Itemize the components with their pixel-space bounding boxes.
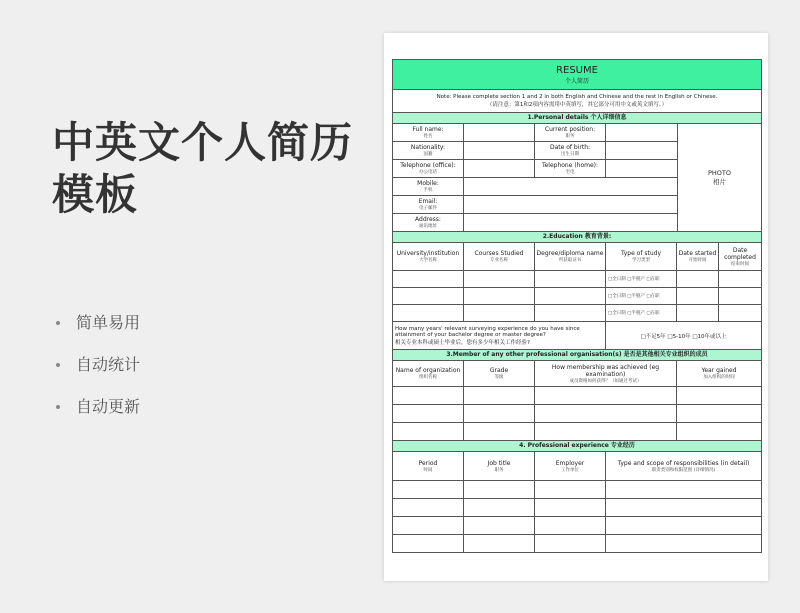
study-type-text: □全日制 □半脱产 □在职 xyxy=(608,294,660,299)
full-name-field[interactable] xyxy=(464,124,535,141)
table-cell[interactable] xyxy=(606,481,761,498)
label-address: Address: xyxy=(415,216,441,223)
photo-box[interactable] xyxy=(678,124,761,231)
table-row xyxy=(393,304,761,321)
table-cell[interactable] xyxy=(393,405,464,422)
study-type-options[interactable] xyxy=(606,288,677,304)
label-mobile: Mobile: xyxy=(417,180,439,187)
title-line-1: 中英文个人简历 xyxy=(52,118,354,167)
years-options[interactable] xyxy=(606,322,761,349)
label-dob: Date of birth: xyxy=(549,144,591,151)
tel-home-field[interactable] xyxy=(606,160,677,177)
table-cell[interactable] xyxy=(464,305,535,321)
label-tel-home-cn: 宅电 xyxy=(565,170,575,175)
exp-header: Type and scope of responsibilities (in detail) xyxy=(617,459,750,467)
table-cell[interactable] xyxy=(464,535,535,552)
table-cell[interactable] xyxy=(535,423,677,440)
edu-header-cn: 开始时间 xyxy=(688,258,707,263)
exp-header-cn: 工作单位 xyxy=(561,467,579,473)
section-experience-heading: 4. Professional experience 专业经历 xyxy=(393,440,761,451)
study-type-text: □全日制 □半脱产 □在职 xyxy=(608,311,660,316)
table-cell[interactable] xyxy=(719,288,761,304)
table-cell[interactable] xyxy=(719,271,761,287)
note-en: Note: Please complete section 1 and 2 in both English and Chinese and the rest in English or Chinese. xyxy=(436,94,718,100)
position-field[interactable] xyxy=(606,124,677,141)
feature-list xyxy=(54,308,140,434)
exp-header: Job title xyxy=(487,459,511,467)
section-education-heading: 2.Education 教育背景: xyxy=(393,231,761,242)
org-header-cn: 等级 xyxy=(494,375,504,380)
feature-item: 简单易用 xyxy=(54,308,140,350)
table-cell[interactable] xyxy=(535,535,606,552)
table-cell[interactable] xyxy=(535,481,606,498)
table-cell[interactable] xyxy=(535,517,606,534)
org-header: Grade xyxy=(489,367,509,374)
table-cell[interactable] xyxy=(677,423,761,440)
table-cell[interactable] xyxy=(677,387,761,404)
exp-header: Employer xyxy=(555,459,585,467)
experience-header-row xyxy=(393,451,761,480)
org-header: How membership was achieved (eg examination) xyxy=(551,363,660,378)
table-cell[interactable] xyxy=(464,405,535,422)
exp-header-cn: 时间 xyxy=(423,467,433,473)
edu-header: Date completed xyxy=(724,246,756,261)
edu-header: Courses Studied xyxy=(474,250,524,257)
label-email-cn: 电子邮件 xyxy=(419,206,437,211)
org-header: Year gained xyxy=(701,367,737,374)
edu-header: Date started xyxy=(678,250,717,257)
exp-header-cn: 职责类别和权限范围 (详细情况) xyxy=(651,467,716,473)
table-cell[interactable] xyxy=(393,517,464,534)
edu-header-cn: 学习类型 xyxy=(632,258,650,263)
dob-field[interactable] xyxy=(606,142,677,159)
label-nationality-cn: 国籍 xyxy=(423,152,433,157)
label-tel-office-cn: 办公电话 xyxy=(419,170,437,175)
table-row xyxy=(393,422,761,440)
label-full-name-cn: 姓名 xyxy=(423,134,433,139)
table-cell[interactable] xyxy=(535,387,677,404)
label-nationality: Nationality: xyxy=(410,144,446,151)
table-row xyxy=(393,534,761,552)
table-cell[interactable] xyxy=(393,387,464,404)
email-field[interactable] xyxy=(464,196,677,213)
table-row xyxy=(393,287,761,304)
table-cell[interactable] xyxy=(606,535,761,552)
table-cell[interactable] xyxy=(464,499,535,516)
table-cell[interactable] xyxy=(393,499,464,516)
label-mobile-cn: 手机 xyxy=(423,188,433,193)
table-cell[interactable] xyxy=(677,288,719,304)
label-full-name: Full name: xyxy=(412,126,444,133)
photo-label-cn: 相片 xyxy=(713,178,726,186)
title-line-2: 模板 xyxy=(52,170,139,219)
experience-years-row xyxy=(393,321,761,349)
org-header-cn: 加入组织的时间 xyxy=(703,375,735,380)
table-cell[interactable] xyxy=(677,271,719,287)
table-row xyxy=(393,404,761,422)
table-row xyxy=(393,516,761,534)
table-cell[interactable] xyxy=(464,423,535,440)
feature-item: 自动更新 xyxy=(54,392,140,434)
resume-preview xyxy=(384,33,768,581)
exp-header-cn: 职务 xyxy=(494,467,504,473)
edu-header-cn: 大学名称 xyxy=(419,258,437,263)
section-personal-heading: 1.Personal details 个人详细信息 xyxy=(393,112,761,123)
table-cell[interactable] xyxy=(535,271,606,287)
years-question-cn: 相关专业本科或硕士毕业后，您有多少年相关工作经验? xyxy=(395,339,530,346)
label-address-cn: 通讯地址 xyxy=(419,224,437,229)
years-question: How many years' relevant surveying experience do you have since attainment of your bachelor degree or master degree? xyxy=(395,325,580,338)
table-row xyxy=(393,386,761,404)
years-options-text: □不足5年 □5-10年 □10年或以上 xyxy=(640,333,727,340)
org-header-cn: 成员资格如何获得？（如通过考试） xyxy=(569,378,642,384)
label-position: Current position: xyxy=(544,126,596,133)
mobile-field[interactable] xyxy=(464,178,677,195)
table-cell[interactable] xyxy=(464,288,535,304)
table-cell[interactable] xyxy=(677,305,719,321)
section-membership-heading: 3.Member of any other professional organisation(s) 是否是其他相关专业组织的成员 xyxy=(393,349,761,360)
table-row xyxy=(393,480,761,498)
feature-item: 自动统计 xyxy=(54,350,140,392)
table-row xyxy=(393,270,761,287)
note-cn: （请注意：第1和2项内容需用中英填写，其它部分可用中文或英文填写。） xyxy=(486,102,668,108)
label-position-cn: 职务 xyxy=(565,134,575,139)
table-row xyxy=(393,498,761,516)
table-cell[interactable] xyxy=(464,517,535,534)
education-header-row xyxy=(393,242,761,270)
nationality-field[interactable] xyxy=(464,142,535,159)
edu-header: University/institution xyxy=(396,250,460,257)
slide-title xyxy=(52,117,353,221)
membership-header-row xyxy=(393,360,761,386)
label-email: Email: xyxy=(418,198,438,205)
edu-header: Type of study xyxy=(620,250,662,257)
table-cell[interactable] xyxy=(535,305,606,321)
table-cell[interactable] xyxy=(393,535,464,552)
table-cell[interactable] xyxy=(606,517,761,534)
resume-header xyxy=(393,60,761,89)
edu-header-cn: 所获取证书 xyxy=(558,258,582,263)
table-cell[interactable] xyxy=(464,387,535,404)
table-cell[interactable] xyxy=(535,288,606,304)
photo-label: PHOTO xyxy=(707,169,731,177)
edu-header-cn: 专业名称 xyxy=(490,258,508,263)
tel-office-field[interactable] xyxy=(464,160,535,177)
table-cell[interactable] xyxy=(606,499,761,516)
label-tel-home: Telephone (home): xyxy=(541,162,599,169)
table-cell[interactable] xyxy=(535,405,677,422)
org-header: Name of organization xyxy=(395,367,461,374)
study-type-text: □全日制 □半脱产 □在职 xyxy=(608,277,660,282)
address-field[interactable] xyxy=(464,214,677,231)
table-cell[interactable] xyxy=(464,271,535,287)
resume-form xyxy=(392,59,762,553)
table-cell[interactable] xyxy=(464,481,535,498)
edu-header: Degree/diploma name xyxy=(536,250,604,257)
table-cell[interactable] xyxy=(393,423,464,440)
exp-header: Period xyxy=(418,459,438,467)
table-cell[interactable] xyxy=(535,499,606,516)
table-cell[interactable] xyxy=(393,481,464,498)
study-type-options[interactable] xyxy=(606,305,677,321)
personal-block xyxy=(393,123,761,231)
personal-fields xyxy=(393,124,678,231)
table-cell[interactable] xyxy=(393,271,464,287)
resume-note xyxy=(393,89,761,112)
org-header-cn: 组织名称 xyxy=(419,375,437,380)
label-tel-office: Telephone (office): xyxy=(400,162,456,169)
study-type-options[interactable] xyxy=(606,271,677,287)
resume-title: RESUME xyxy=(556,64,598,76)
table-cell[interactable] xyxy=(719,305,761,321)
table-cell[interactable] xyxy=(677,405,761,422)
table-cell[interactable] xyxy=(393,305,464,321)
resume-title-cn: 个人简历 xyxy=(564,77,589,85)
label-dob-cn: 出生日期 xyxy=(561,152,579,157)
table-cell[interactable] xyxy=(393,288,464,304)
edu-header-cn: 结束时间 xyxy=(731,261,749,267)
